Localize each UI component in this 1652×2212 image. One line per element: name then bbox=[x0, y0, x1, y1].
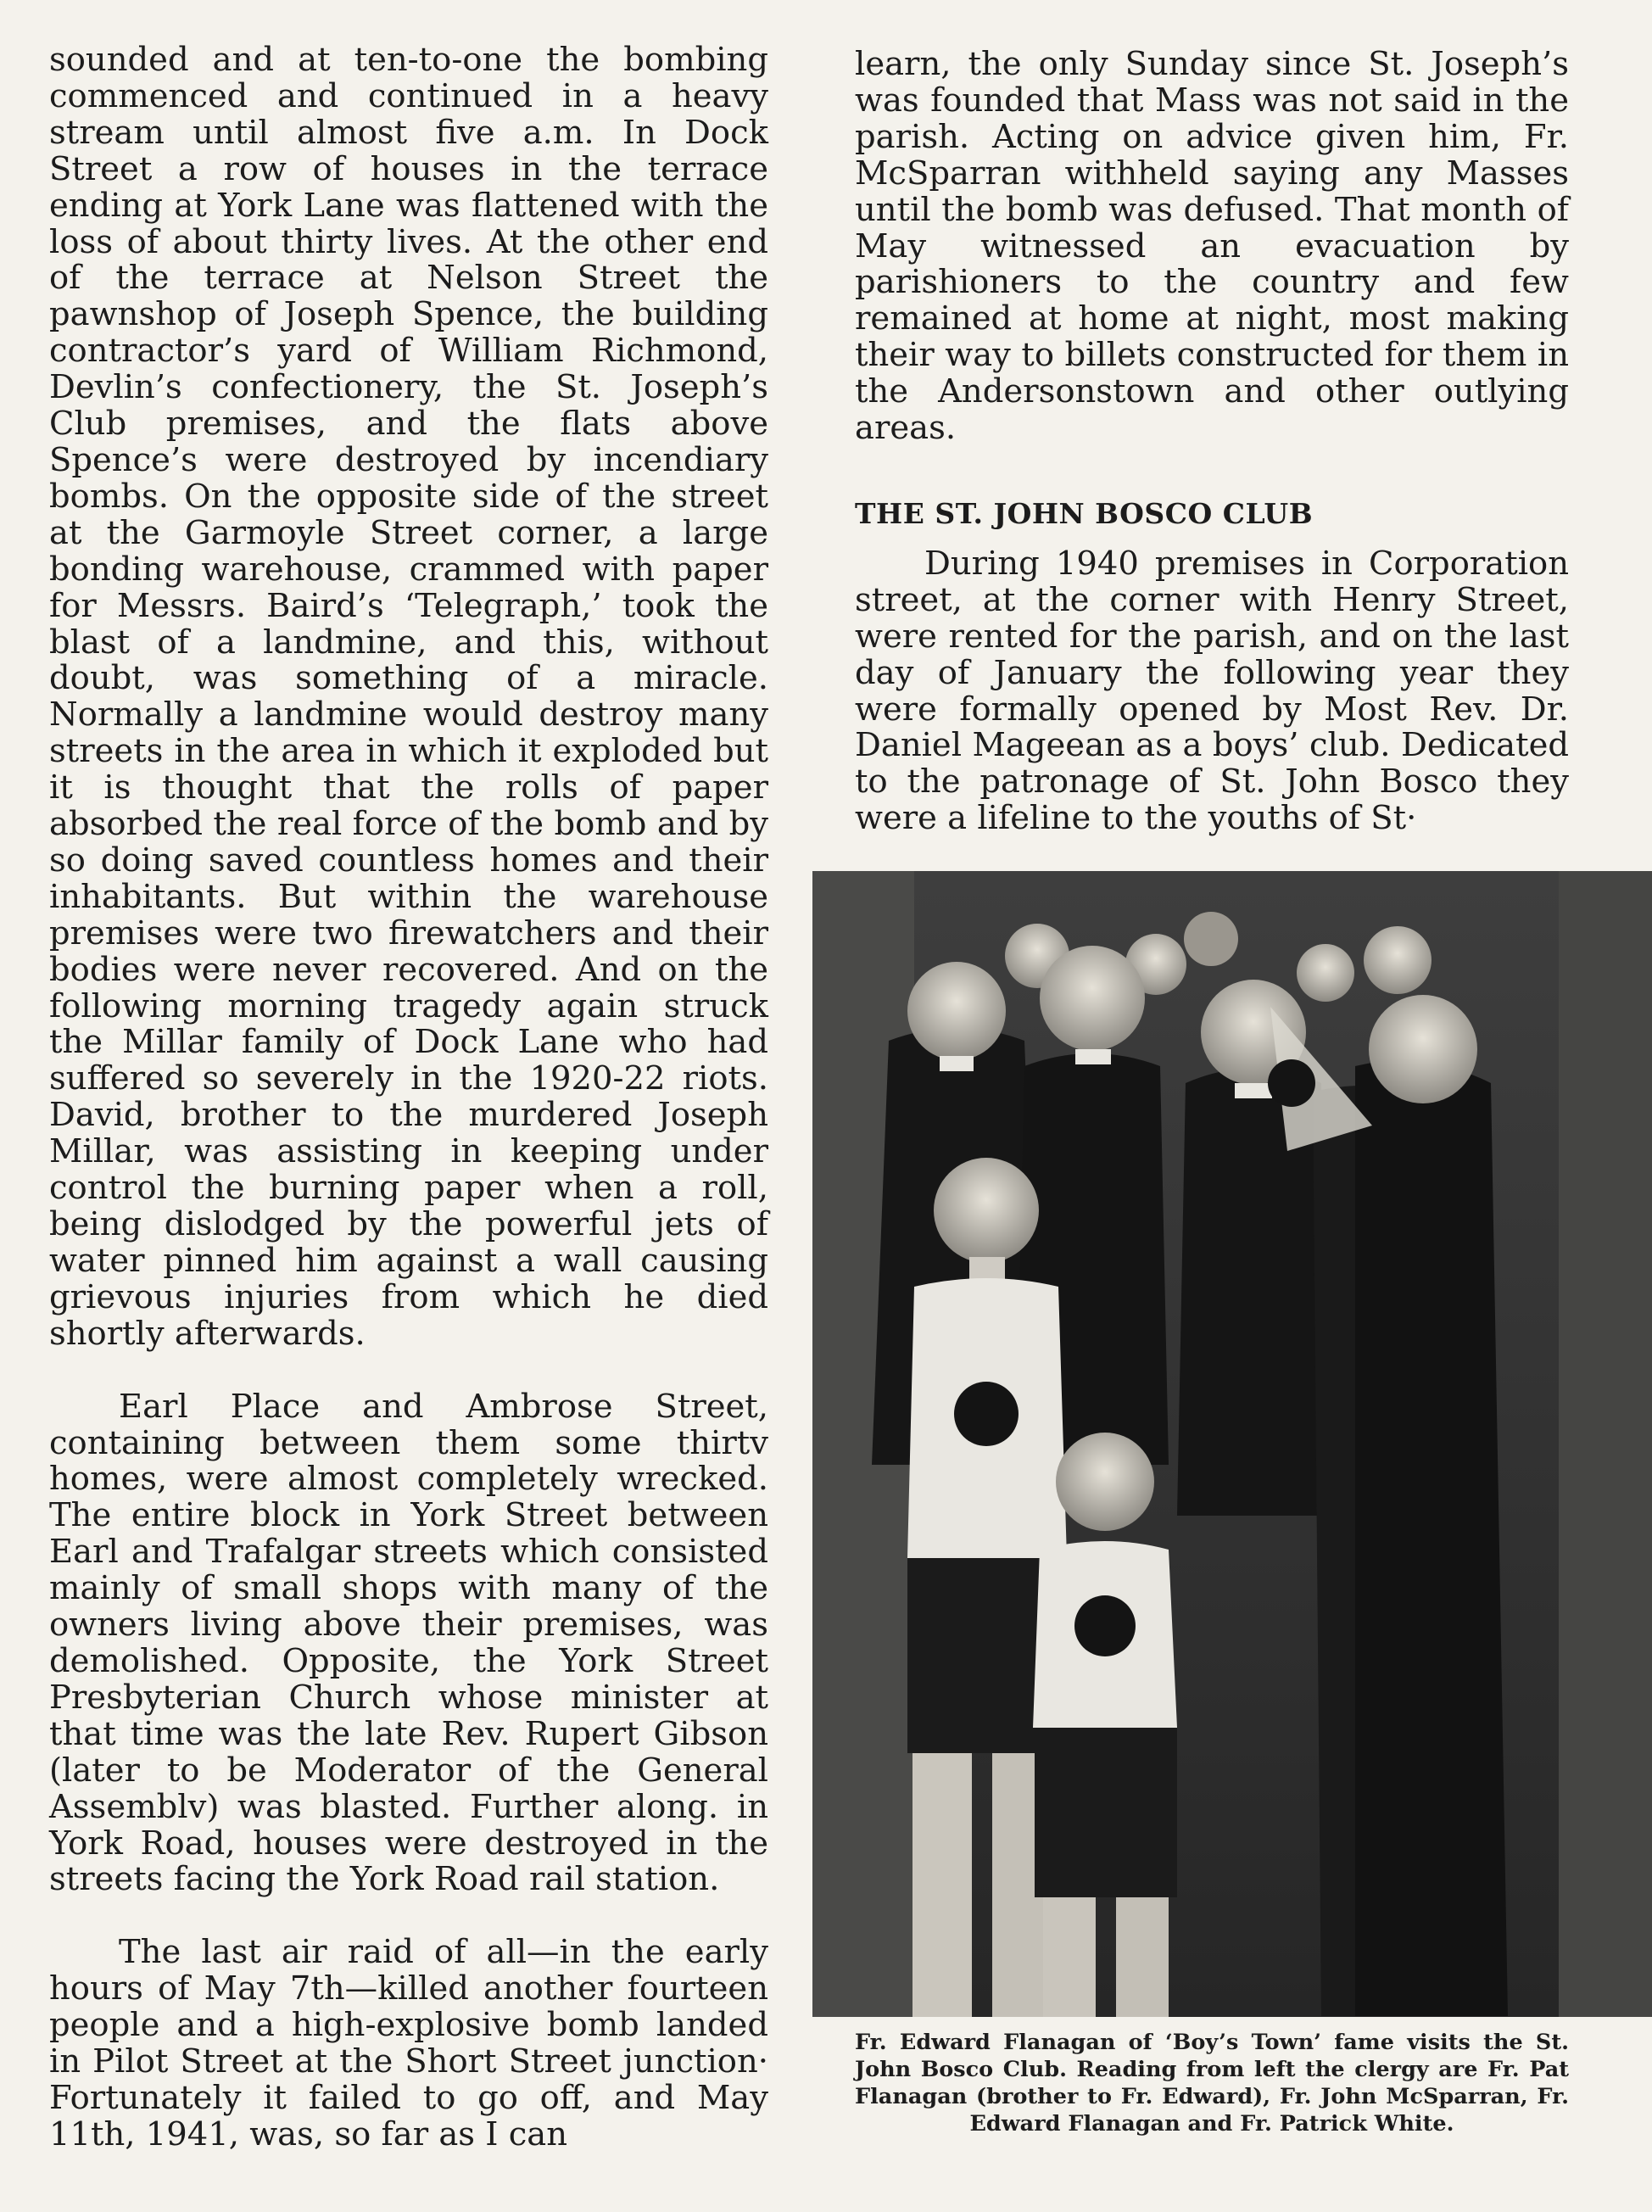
photo-caption: Fr. Edward Flanagan of ‘Boy’s Town’ fame visits the St. John Bosco Club. Reading from left the clergy are Fr. Pat Flanagan (brother to Fr. Edward), Fr. John McSparran, Fr. Edward Flanagan and Fr. Patrick White. bbox=[855, 2030, 1569, 2137]
photograph-illustration bbox=[812, 871, 1652, 2017]
body-paragraph: sounded and at ten-to-one the bombing commenced and continued in a heavy stream until almost five a.m. In Dock Street a row of houses in the terrace ending at York Lane was flattened with the loss of about thirty lives. At the other end of the terrace at Nelson Street the pawnshop of Joseph Spence, the building contractor’s yard of William Richmond, Devlin’s confectionery, the St. Joseph’s Club premises, and the flats above Spence’s were destroyed by incendiary bombs. On the opposite side of the street at the Garmoyle Street corner, a large bonding warehouse, crammed with paper for Messrs. Baird’s ‘Telegraph,’ took the blast of a landmine, and this, without doubt, was something of a miracle. Normally a landmine would destroy many streets in the area in which it exploded but it is thought that the rolls of paper absorbed the real force of the bomb and by so doing saved countless homes and their inhabitants. But within the warehouse premises were two firewatchers and their bodies were never recovered. And on the following morning tragedy again struck the Millar family of Dock Lane who had suffered so severely in the 1920-22 riots. David, brother to the murdered Joseph Millar, was assisting in keeping under control the burning paper when a roll, being dislodged by the powerful jets of water pinned him against a wall causing grievous injuries from which he died shortly afterwards. bbox=[49, 41, 768, 1353]
body-paragraph: The last air raid of all—in the early hours of May 7th—killed another fourteen people and a high-explosive bomb landed in Pilot Street at the Short Street junction· Fortunately it failed to go off, and May 11th, 1941, was, so far as I can bbox=[49, 1933, 768, 2153]
continued-paragraph: learn, the only Sunday since St. Joseph’s was founded that Mass was not said in the parish. Acting on advice given him, Fr. McSparran withheld saying any Masses until the bomb was defused. That month of May witnessed an evacuation by parishioners to the country and few remained at home at night, most making their way to billets constructed for them in the Andersonstown and other outlying areas. bbox=[855, 45, 1569, 448]
right-text-column bbox=[855, 47, 1569, 837]
left-text-column bbox=[49, 42, 768, 2153]
section-paragraph: During 1940 premises in Corporation street, at the corner with Henry Street, were rented for the parish, and on the last day of January the following year they were formally opened by Most Rev. Dr. Daniel Mageean as a boys’ club. Dedicated to the patronage of St. John Bosco they were a lifeline to the youths of St· bbox=[855, 544, 1569, 838]
section-heading: THE ST. JOHN BOSCO CLUB bbox=[855, 496, 1314, 530]
body-paragraph: Earl Place and Ambrose Street, containing between them some thirtv homes, were almost completely wrecked. The entire block in York Street between Earl and Trafalgar streets which consisted mainly of small shops with many of the owners living above their premises, was demolished. Opposite, the York Street Presbyterian Church whose minister at that time was the late Rev. Rupert Gibson (later to be Moderator of the General Assemblv) was blasted. Further along. in York Road, houses were destroyed in the streets facing the York Road rail station. bbox=[49, 1387, 768, 1899]
group-photograph bbox=[812, 871, 1652, 2017]
